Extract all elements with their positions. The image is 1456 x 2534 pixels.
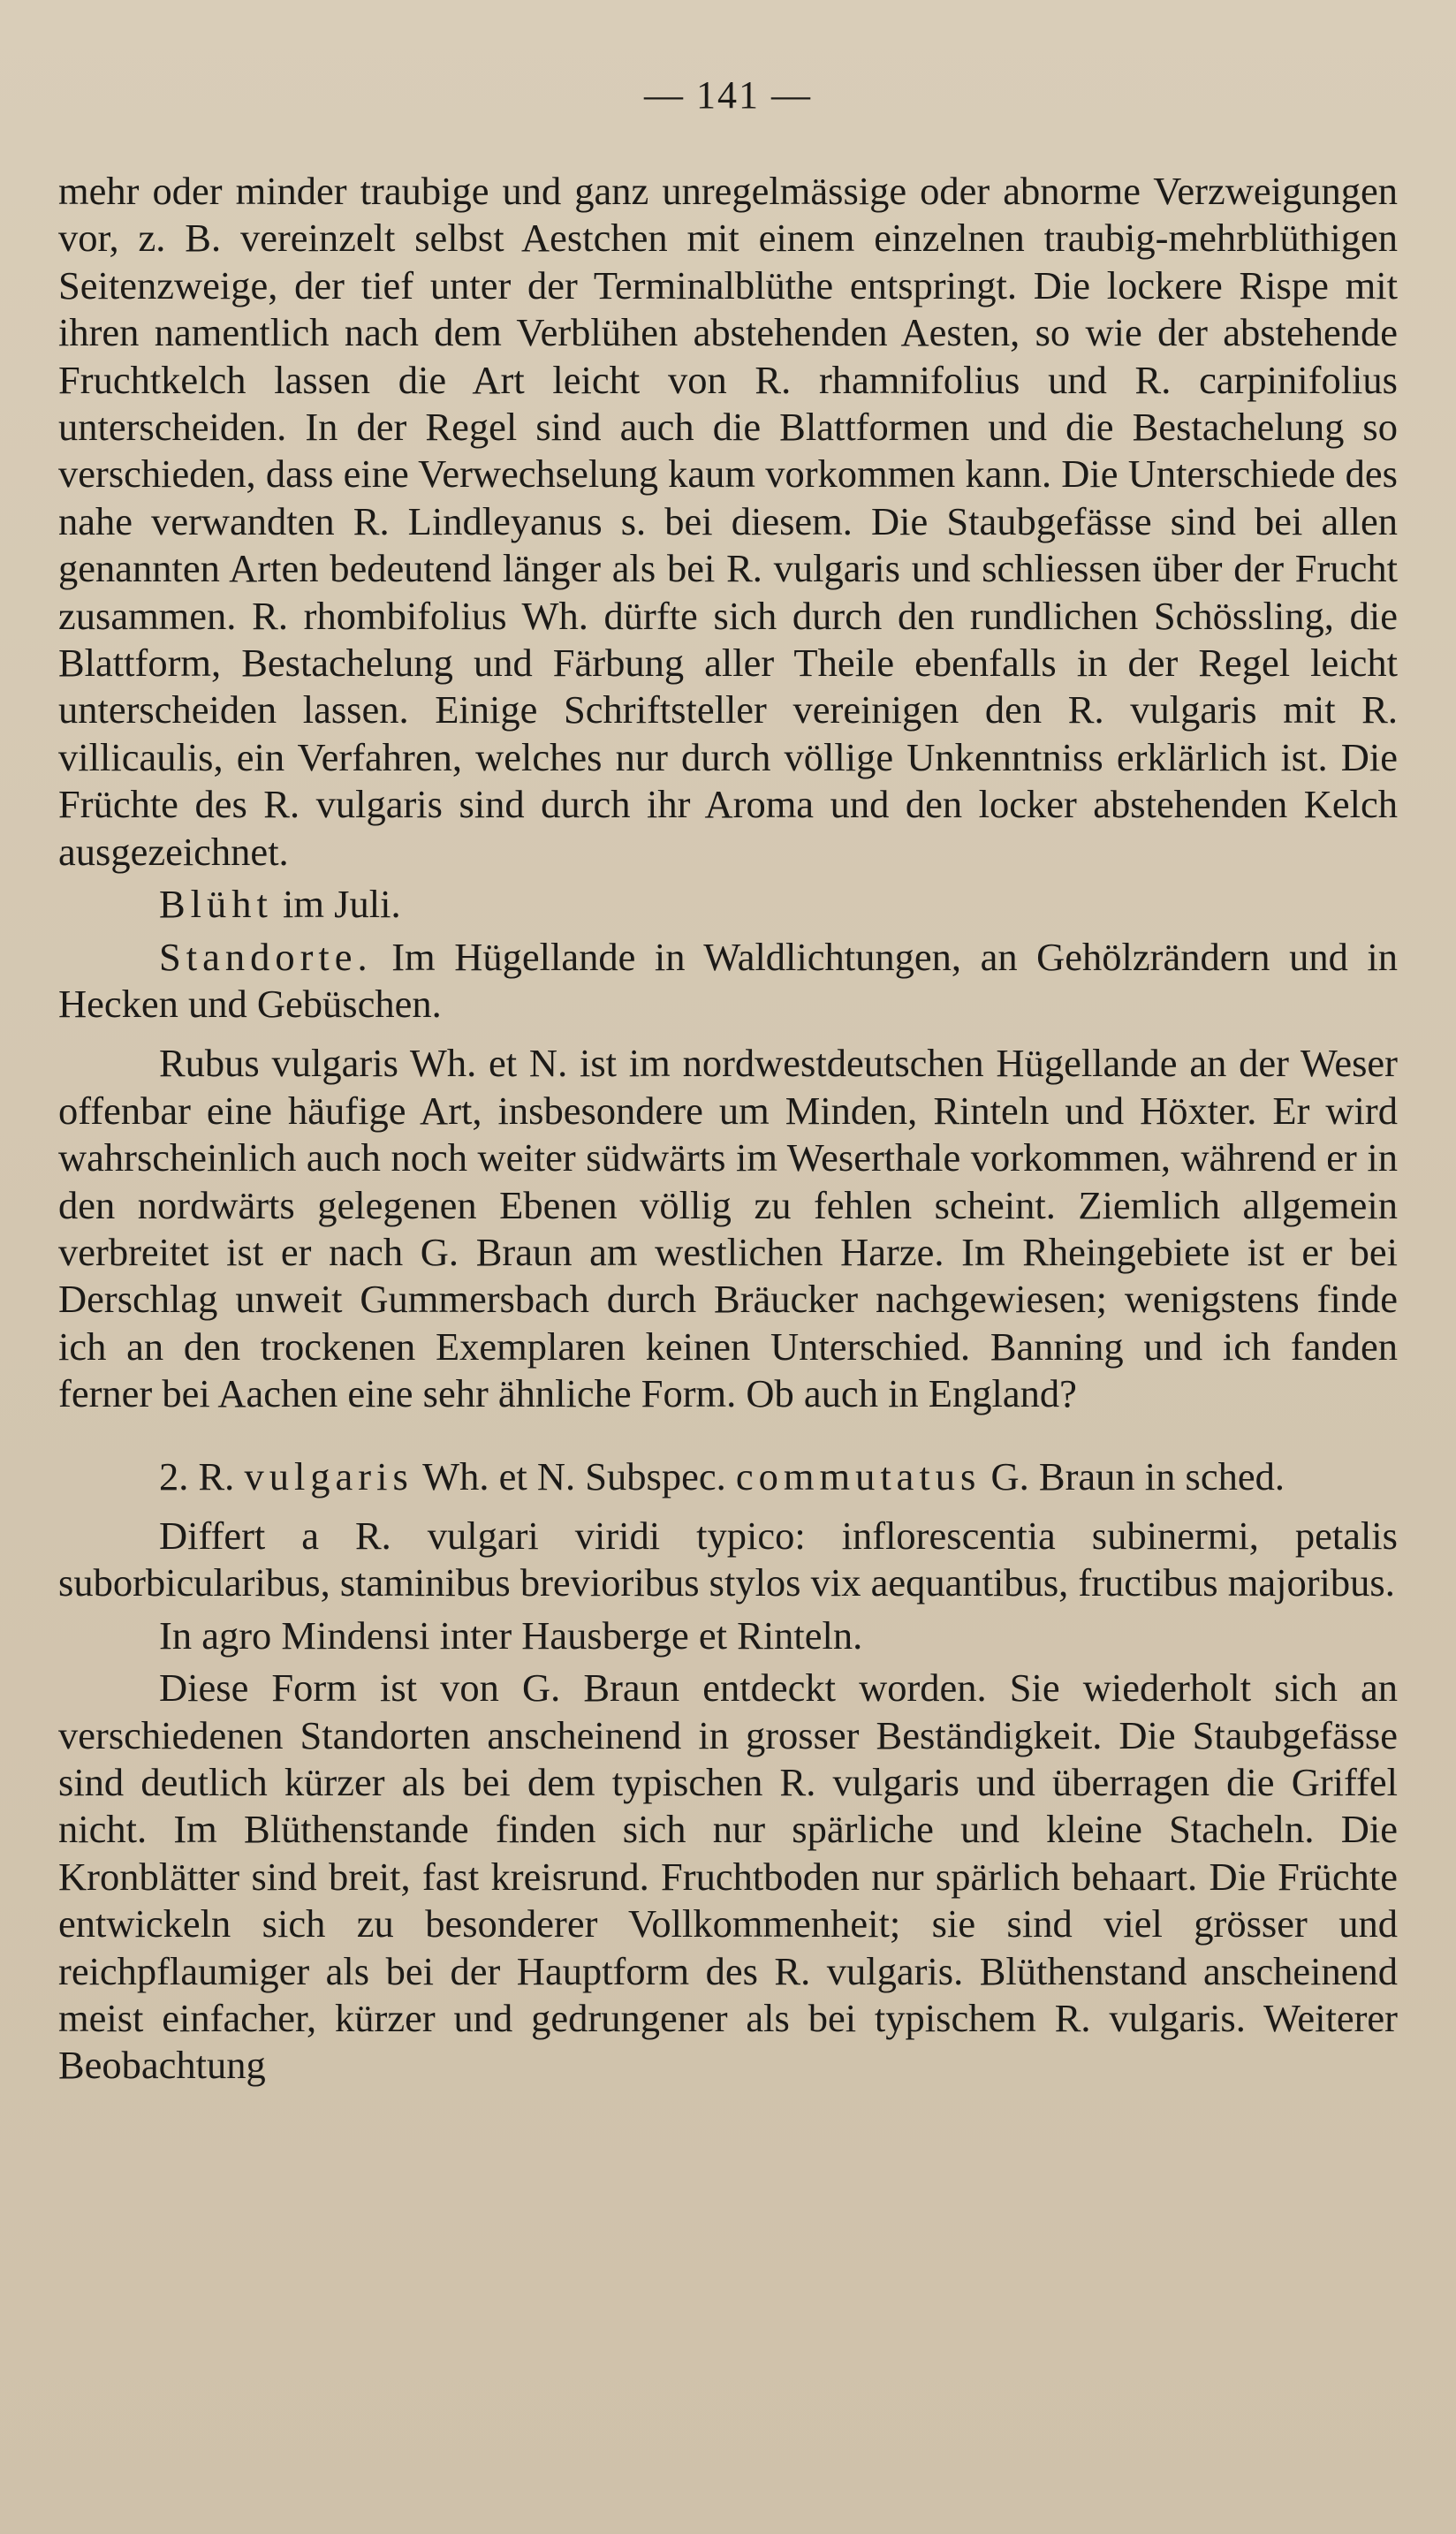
page-number: — 141 — — [644, 73, 812, 117]
page-body — [58, 168, 1398, 2090]
paragraph-habitat — [58, 934, 1398, 1028]
flowering-label: Blüht — [159, 882, 273, 927]
paragraph-distribution: Rubus vulgaris Wh. et N. ist im nordwestdeutschen Hügellande an der Weser offenbar eine häufige Art, insbesondere um Minden, Rinteln und Höxter. Er wird wahrscheinlich auch noch weiter südwärts im Weserthale vorkommen, während er in den nordwärts gelegenen Ebenen völlig zu fehlen scheint. Ziemlich allgemein verbreitet ist er nach G. Braun am westlichen Harze. Im Rheingebiete ist er bei Derschlag unweit Gummersbach durch Bräucker nachgewiesen; wenigstens finde ich an den trockenen Exemplaren keinen Unterschied. Banning und ich fanden ferner bei Aachen eine sehr ähnliche Form. Ob auch in England? — [58, 1041, 1398, 1416]
section-number: 2. R. — [159, 1453, 235, 1498]
habitat-text: Im Hügellande in Waldlichtungen, an Gehölzrändern und in Hecken und Gebüschen. — [58, 934, 1398, 1026]
species-name: vulgaris — [244, 1453, 413, 1498]
paragraph-comparison: mehr oder minder traubige und ganz unregelmässige oder abnorme Verzweigungen vor, z. B. vereinzelt selbst Aestchen mit einem einzelnen traubig-mehrblüthigen Seitenzweige, der tief unter der Terminalblüthe entspringt. Die lockere Rispe mit ihren namentlich nach dem Verblühen abstehenden Aesten, so wie der abstehende Fruchtkelch lassen die Art leicht von R. rhamnifolius und R. carpinifolius unterscheiden. In der Regel sind auch die Blattformen und die Bestachelung so verschieden, dass eine Verwechselung kaum vorkommen kann. Die Unterschiede des nahe verwandten R. Lindleyanus s. bei diesem. Die Staubgefässe sind bei allen genannten Arten bedeutend länger als bei R. vulgaris und schliessen über der Frucht zusammen. R. rhombifolius Wh. dürfte sich durch den rundlichen Schössling, die Blattform, Bestachelung und Färbung aller Theile ebenfalls in der Regel leicht unterscheiden lassen. Einige Schriftsteller vereinigen den R. vulgaris mit R. villicaulis, ein Verfahren, welches nur durch völlige Unkenntniss erklärlich ist. Die Früchte des R. vulgaris sind durch ihr Aroma und den locker abstehenden Kelch ausgezeichnet. — [58, 169, 1398, 874]
section-heading-2 — [58, 1453, 1398, 1500]
paragraph-flowering — [58, 881, 1398, 928]
latin-locality: In agro Mindensi inter Hausberge et Rinteln. — [159, 1612, 863, 1658]
latin-diagnosis: Differt a R. vulgari viridi typico: inflorescentia subinermi, petalis suborbicularibus, staminibus brevioribus stylos vix aequantibus, fructibus majoribus. — [58, 1513, 1398, 1605]
flowering-text: im Juli. — [272, 882, 401, 927]
habitat-label: Standorte. — [159, 934, 373, 979]
species-authors: Wh. et N. Subspec. — [413, 1453, 736, 1498]
section-heading-rest: G. Braun in sched. — [981, 1453, 1285, 1498]
subspecies-name: commutatus — [735, 1453, 982, 1498]
paragraph-discussion: Diese Form ist von G. Braun entdeckt worden. Sie wiederholt sich an verschiedenen Standorten anscheinend in grosser Beständigkeit. Die Staubgefässe sind deutlich kürzer als bei dem typischen R. vulgaris und überragen die Griffel nicht. Im Blüthenstande finden sich nur spärliche und kleine Stacheln. Die Kronblätter sind breit, fast kreisrund. Fruchtboden nur spärlich behaart. Die Früchte entwickeln sich zu besonderer Vollkommenheit; sie sind viel grösser und reichpflaumiger als bei der Hauptform des R. vulgaris. Blüthenstand anscheinend meist einfacher, kürzer und gedrungener als bei typischem R. vulgaris. Weiterer Beobachtung — [58, 1665, 1398, 2088]
